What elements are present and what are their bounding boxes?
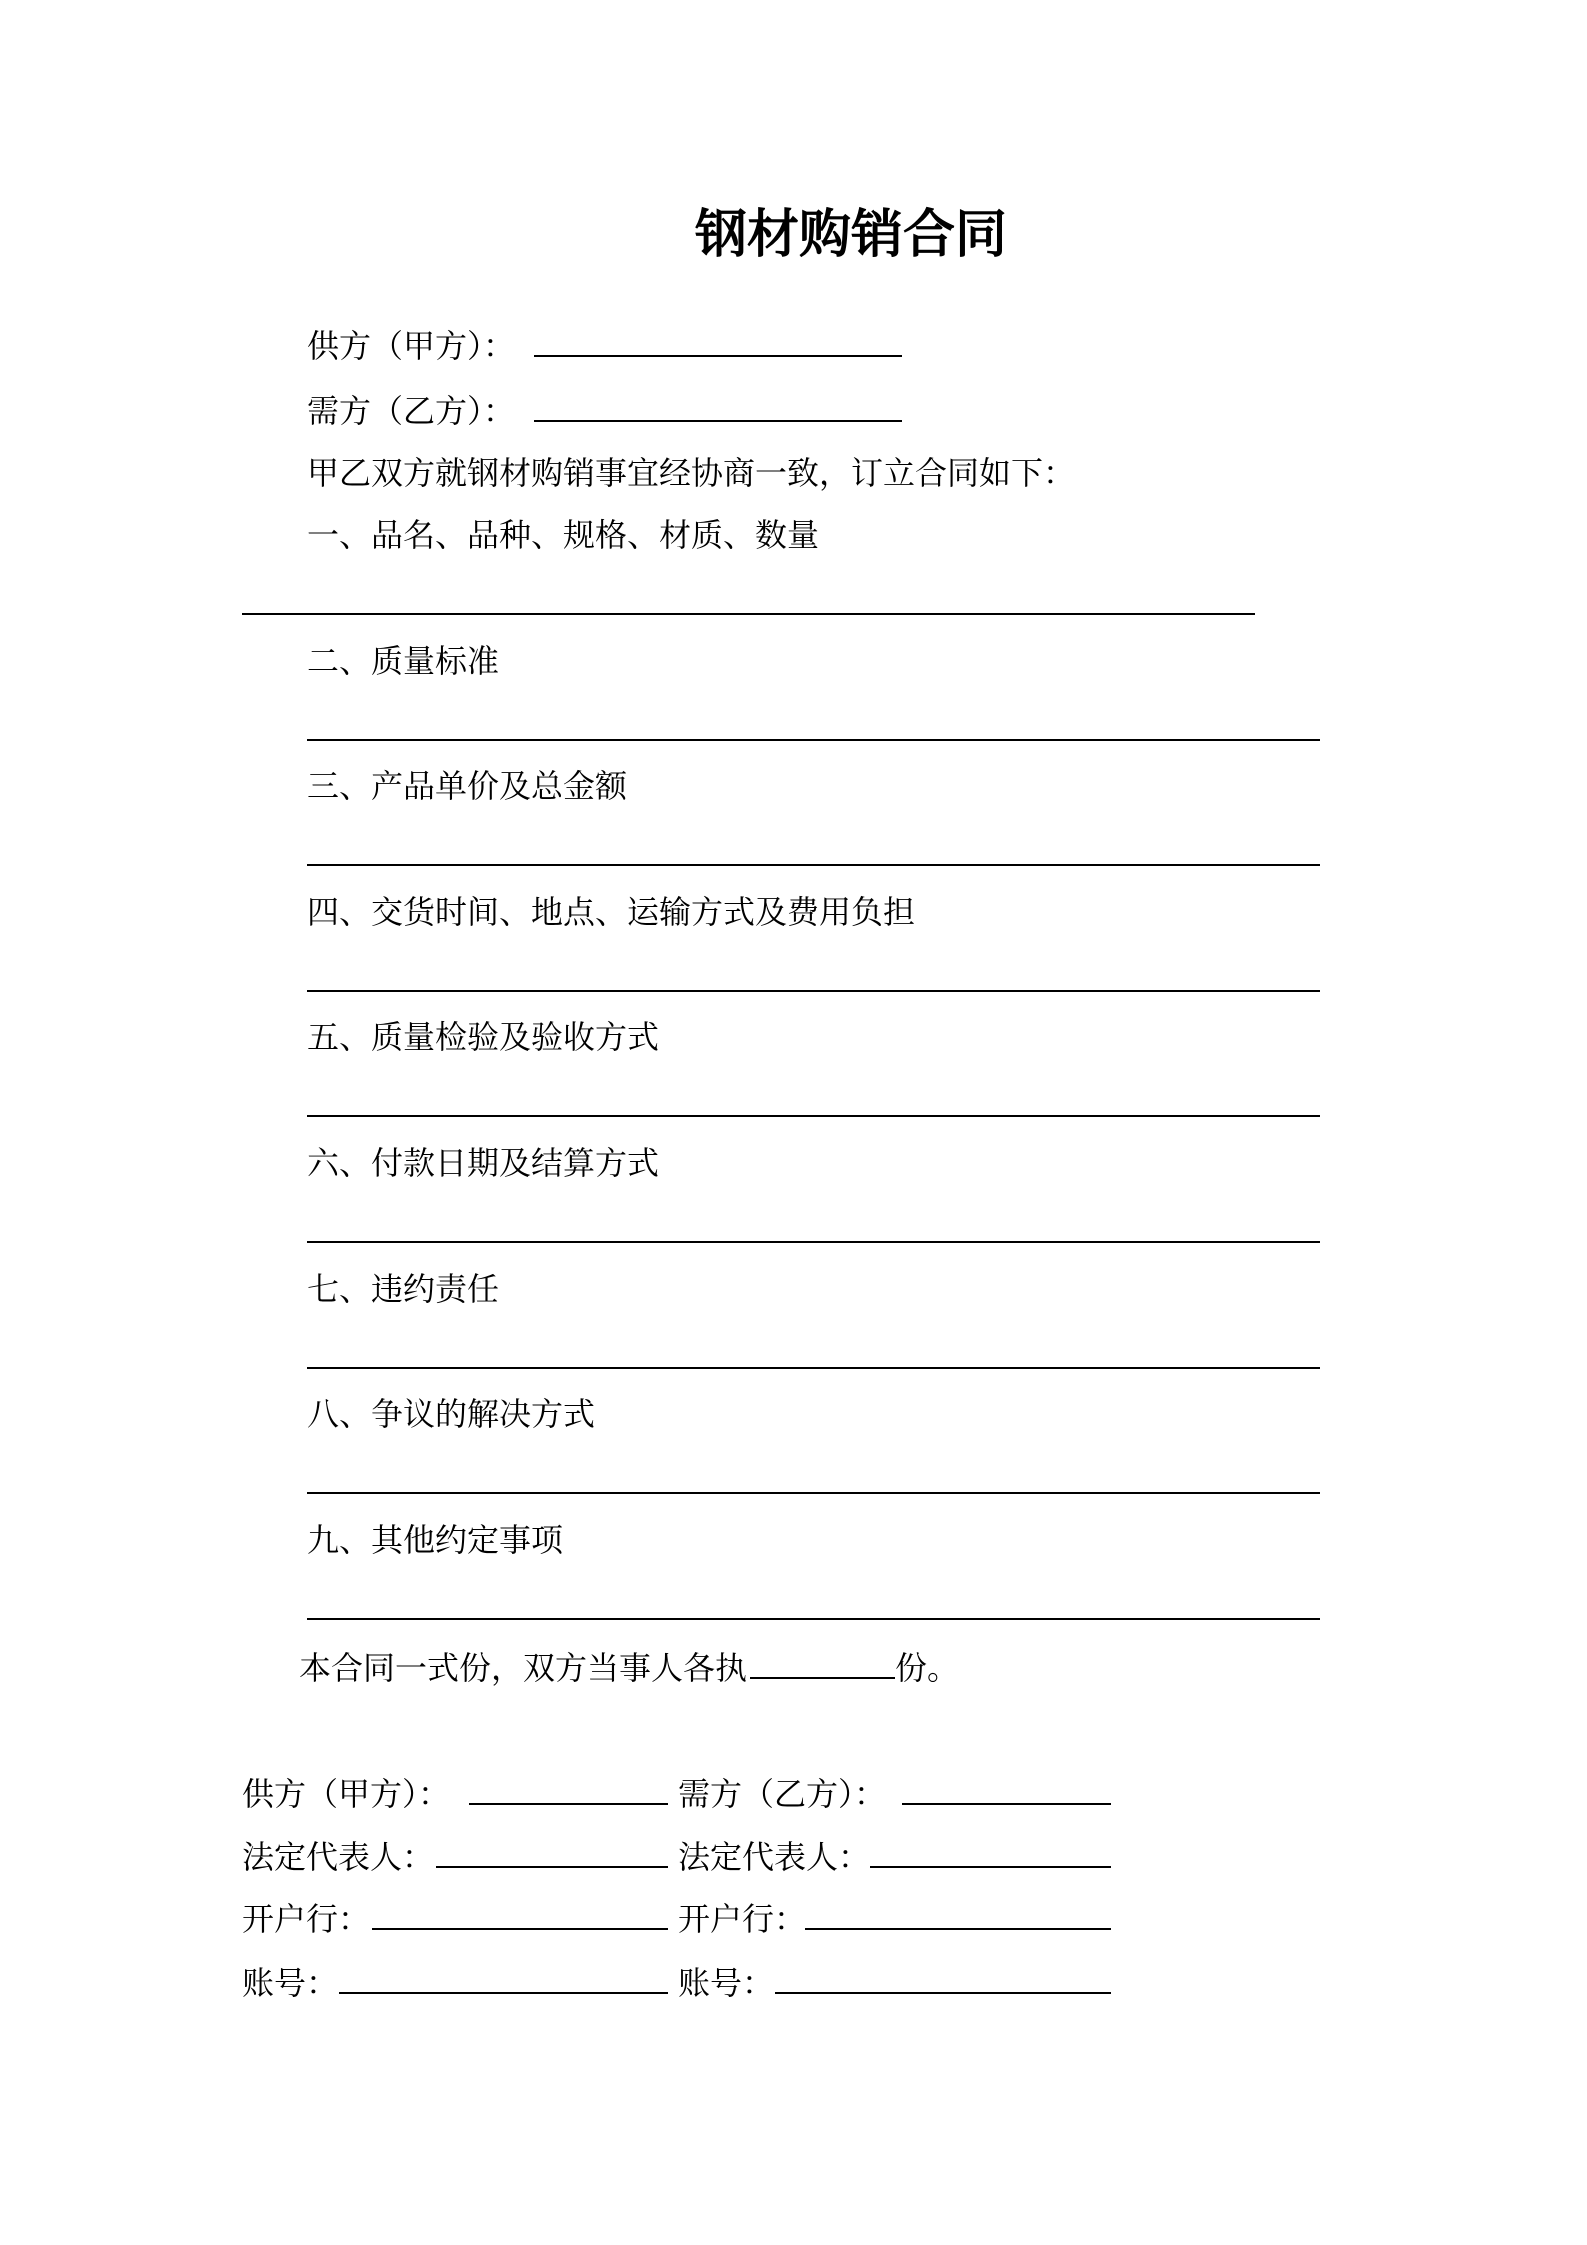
clause-fill-line <box>307 864 1320 866</box>
party-name-blank-buyer <box>534 419 902 422</box>
clause-heading: 二、质量标准 <box>307 642 500 680</box>
party-name-blank-supplier <box>534 354 902 357</box>
clause-heading: 六、付款日期及结算方式 <box>307 1144 660 1182</box>
clause-fill-line <box>242 613 1255 615</box>
signature-label: 法定代表人： <box>678 1838 871 1876</box>
clause-fill-line <box>307 990 1320 992</box>
signature-cell-supplier <box>242 1837 668 1877</box>
clause-heading: 五、质量检验及验收方式 <box>307 1018 660 1056</box>
clause-fill-line <box>307 739 1320 741</box>
signature-cell-supplier <box>242 1963 668 2003</box>
clause-fill-line <box>307 1115 1320 1117</box>
clause-4 <box>307 892 1320 996</box>
signature-blank <box>339 1991 668 1994</box>
signature-cell-supplier <box>242 1899 668 1939</box>
copies-text-after: 份。 <box>895 1649 960 1687</box>
preamble <box>307 453 1075 493</box>
party-row-supplier <box>307 326 902 366</box>
clause-heading: 三、产品单价及总金额 <box>307 767 628 805</box>
signature-blank <box>372 1927 668 1930</box>
signature-cell-buyer <box>678 1963 1111 2003</box>
clause-1 <box>307 515 1320 619</box>
clause-fill-line <box>307 1492 1320 1494</box>
signature-label: 账号： <box>242 1964 339 2002</box>
clause-heading: 九、其他约定事项 <box>307 1521 564 1559</box>
signature-blank <box>775 1991 1111 1994</box>
signature-label: 账号： <box>678 1964 775 2002</box>
clause-9 <box>307 1520 1320 1624</box>
preamble-text: 甲乙双方就钢材购销事宜经协商一致，订立合同如下： <box>307 454 1076 492</box>
signature-label: 需方（乙方）： <box>678 1775 887 1813</box>
party-label-buyer: 需方（乙方）： <box>307 392 516 430</box>
signature-blank <box>436 1865 668 1868</box>
signature-label: 法定代表人： <box>242 1838 435 1876</box>
clause-7 <box>307 1269 1320 1373</box>
signature-label: 开户行： <box>678 1900 807 1938</box>
clause-3 <box>307 766 1320 870</box>
party-label-supplier: 供方（甲方）： <box>307 327 516 365</box>
clause-fill-line <box>307 1367 1320 1369</box>
clause-fill-line <box>307 1618 1320 1620</box>
signature-cell-supplier <box>242 1774 668 1814</box>
party-row-buyer <box>307 391 902 431</box>
signature-row-bank <box>242 1899 1111 1939</box>
signature-label: 开户行： <box>242 1900 371 1938</box>
clause-heading: 八、争议的解决方式 <box>307 1395 596 1433</box>
clause-fill-line <box>307 1241 1320 1243</box>
copies-text-before: 本合同一式份，双方当事人各执 <box>299 1649 748 1687</box>
signature-blank <box>805 1927 1111 1930</box>
signature-label: 供方（甲方）： <box>242 1775 451 1813</box>
signature-row-legal-representative <box>242 1837 1111 1877</box>
clause-heading: 七、违约责任 <box>307 1270 500 1308</box>
copies-count-blank <box>750 1676 895 1679</box>
clause-5 <box>307 1017 1320 1121</box>
clause-heading: 一、品名、品种、规格、材质、数量 <box>307 516 820 554</box>
clause-2 <box>307 641 1320 745</box>
clause-8 <box>307 1394 1320 1498</box>
signature-row-account <box>242 1963 1111 2003</box>
clause-6 <box>307 1143 1320 1247</box>
clause-heading: 四、交货时间、地点、运输方式及费用负担 <box>307 893 916 931</box>
signature-cell-buyer <box>678 1774 1111 1814</box>
signature-blank <box>469 1802 668 1805</box>
signature-blank <box>902 1802 1111 1805</box>
copies-statement <box>299 1648 959 1688</box>
signature-cell-buyer <box>678 1837 1111 1877</box>
signature-blank <box>870 1865 1111 1868</box>
signature-cell-buyer <box>678 1899 1111 1939</box>
signature-row-party <box>242 1774 1111 1814</box>
contract-title: 钢材购销合同 <box>694 204 1007 265</box>
